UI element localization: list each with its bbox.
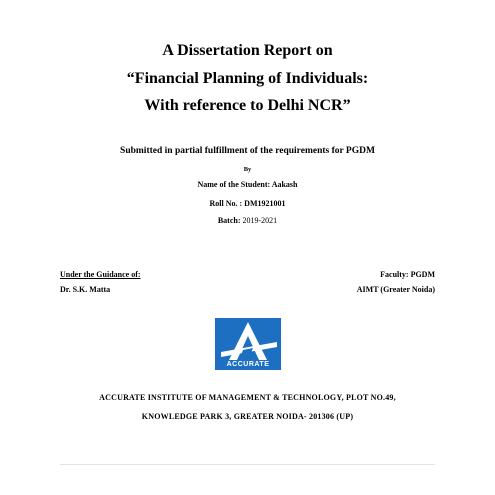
address-line-2: KNOWLEDGE PARK 3, GREATER NOIDA- 201306 (UP) [141,412,354,421]
student-label: Name of the Student: [197,180,272,189]
batch-line [0,216,495,225]
address-line-1: ACCURATE INSTITUTE OF MANAGEMENT & TECHNOLOGY, PLOT NO.49, [99,393,396,402]
faculty-label: Faculty: PGDM [380,270,435,279]
institute-short: AIMT (Greater Noida) [356,285,435,294]
accurate-logo [215,318,281,370]
student-line [0,180,495,189]
page-divider [60,464,435,465]
roll-number: DM1921001 [244,199,286,208]
title-line-1: A Dissertation Report on [162,42,333,59]
title-line-3: With reference to Delhi NCR” [144,97,351,114]
guide-name: Dr. S.K. Matta [60,285,111,294]
roll-label: Roll No. : [209,199,245,208]
roll-line [0,199,495,208]
by-label: By [243,166,252,173]
title-line-2: “Financial Planning of Individuals: [126,70,369,87]
submission-statement: Submitted in partial fulfillment of the requirements for PGDM [120,146,375,156]
batch-label: Batch: [217,216,243,225]
logo-text: ACCURATE [226,361,270,368]
student-name: Aakash [271,180,298,189]
guidance-label: Under the Guidance of: [60,270,141,279]
batch-value: 2019-2021 [242,216,278,225]
